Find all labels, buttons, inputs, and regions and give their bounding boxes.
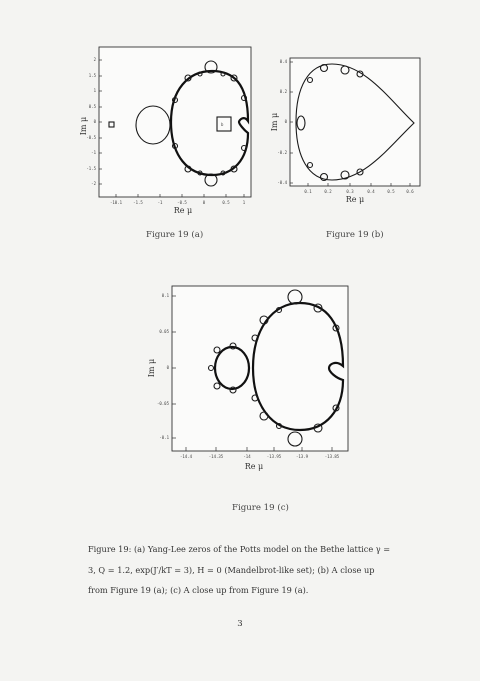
y-tick-label: 0: [284, 119, 287, 124]
y-tick-label: 0.1: [161, 293, 169, 298]
x-axis-label: Re μ: [244, 462, 264, 471]
y-axis-label: Im μ: [79, 116, 88, 136]
x-tick-label: -1: [157, 200, 163, 205]
x-tick-label: 0: [202, 200, 206, 205]
x-axis-label: Re μ: [345, 195, 365, 204]
y-tick-label: 1.5: [88, 73, 96, 78]
x-tick-label: -13.9: [295, 454, 309, 459]
y-tick-label: -0.5: [86, 135, 96, 140]
x-tick-label: -10.1: [109, 200, 123, 205]
y-tick-label: 0.5: [88, 104, 96, 109]
x-tick-label: -0.5: [177, 200, 187, 205]
y-tick-label: 2: [93, 57, 96, 62]
x-tick-labels: [110, 200, 246, 205]
y-tick-label: 1: [93, 88, 96, 93]
x-tick-label: -14: [243, 454, 251, 459]
y-tick-label: -2: [91, 181, 96, 186]
y-tick-label: 0.05: [159, 329, 169, 334]
x-tick-label: 0.3: [346, 189, 354, 194]
figure-19a-caption: Figure 19 (a): [146, 230, 204, 240]
figure-19c: [136, 280, 356, 480]
figure-19c-plot: [136, 280, 356, 480]
svg-text:b: b: [221, 122, 224, 127]
y-tick-label: -1: [91, 150, 96, 155]
y-tick-label: -0.2: [277, 150, 287, 155]
y-tick-labels: [157, 293, 170, 440]
figure-19a: [78, 38, 258, 218]
x-tick-label: -13.95: [266, 454, 282, 459]
x-tick-label: 0.4: [367, 189, 375, 194]
y-tick-label: -0.4: [277, 180, 287, 185]
x-tick-label: -14.4: [179, 454, 193, 459]
figure-19b-caption: Figure 19 (b): [326, 230, 384, 240]
figure-19c-caption: Figure 19 (c): [232, 503, 289, 513]
y-tick-label: -0.05: [156, 401, 169, 406]
y-tick-label: 0: [166, 365, 169, 370]
figure-caption-paragraph: Figure 19: (a) Yang-Lee zeros of the Potts model on the Bethe lattice γ = 3, Q = 1.2, exp(J′/kT = 3), H = 0 (Mandelbrot-like set); (b) A close up from Figure 19 (a); (c) A close up from Figure 19 (a).: [88, 544, 391, 596]
x-tick-labels: [180, 454, 340, 459]
y-tick-label: 0: [93, 119, 96, 124]
x-tick-label: 0.2: [324, 189, 332, 194]
x-tick-label: 0.6: [406, 189, 414, 194]
y-axis-label: Im μ: [147, 358, 156, 378]
y-tick-label: 0.4: [279, 59, 287, 64]
y-tick-label: -0.1: [159, 435, 169, 440]
page-number: 3: [237, 619, 243, 629]
x-tick-label: -1.5: [133, 200, 143, 205]
x-axis-label: Re μ: [173, 206, 193, 215]
figure-19b-plot: [270, 50, 430, 210]
x-tick-label: 1: [242, 200, 246, 205]
x-tick-label: 0.5: [222, 200, 230, 205]
plot-frame: [99, 47, 251, 197]
figure-19a-plot: [78, 38, 258, 218]
x-tick-label: 0.1: [304, 189, 312, 194]
y-tick-label: 0.2: [279, 89, 287, 94]
figure-19b: [270, 50, 430, 210]
y-axis-label: Im μ: [270, 112, 279, 132]
x-tick-label: 0.5: [387, 189, 395, 194]
x-tick-label: -13.85: [324, 454, 340, 459]
x-tick-label: -14.35: [208, 454, 224, 459]
y-tick-label: -1.5: [86, 166, 96, 171]
x-tick-labels: [304, 189, 414, 194]
